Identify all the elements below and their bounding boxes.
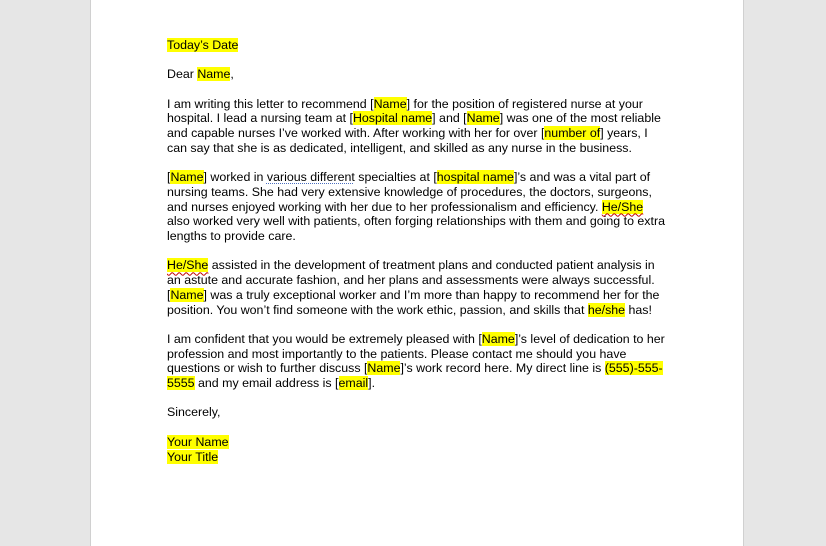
- p1-text-3: ] and [: [432, 111, 467, 126]
- p2-placeholder-hospital: hospital name: [436, 170, 514, 185]
- p4-placeholder-name-2: Name: [367, 361, 401, 376]
- p1-text-5: ] years, I can say that she is as dedicated, intelligent, and skilled as any nurse in the business.: [167, 126, 648, 155]
- p1-placeholder-hospital: Hospital name: [352, 111, 433, 126]
- p4-text-5: ].: [368, 376, 376, 391]
- p3-text-1: assisted in the development of treatment plans and conducted patient analysis in an astute and accurate fashion, and her plans and assessments were always successful. [: [167, 258, 655, 302]
- p1-text-1: I am writing this letter to recommend [: [167, 96, 374, 111]
- p2-placeholder-pronoun[interactable]: He/She: [601, 199, 644, 214]
- letter-date: [167, 38, 667, 53]
- p2-text-3: specialties at [: [354, 170, 437, 185]
- paragraph-4: [167, 332, 667, 391]
- p2-text-4: ]’s and was a vital part of nursing teams. She had very extensive knowledge of procedures, the doctors, surgeons, and nurses enjoyed working with her due to her professionalism and efficiency.: [167, 170, 652, 214]
- salutation-name: Name: [197, 67, 231, 82]
- date-placeholder: Today’s Date: [167, 38, 239, 52]
- p2-grammar-flag[interactable]: various different: [266, 170, 355, 185]
- p3-placeholder-pronoun-2: he/she: [587, 302, 626, 317]
- signature-title-placeholder: Your Title: [167, 449, 219, 464]
- paragraph-3: [167, 258, 667, 317]
- p1-placeholder-number: number of: [544, 126, 601, 141]
- p1-text-4: ] was one of the most reliable and capable nurses I’ve worked with. After working with her for over [: [167, 111, 661, 141]
- p3-placeholder-name: Name: [170, 287, 204, 302]
- p1-placeholder-name-2: Name: [466, 111, 500, 126]
- p1-text-2: ] for the position of registered nurse at your hospital. I lead a nursing team at [: [167, 96, 643, 126]
- signature-title: [167, 450, 667, 465]
- salutation-prefix: Dear: [167, 67, 198, 82]
- p4-placeholder-name: Name: [481, 331, 515, 346]
- paragraph-2: [167, 170, 667, 244]
- p4-placeholder-phone: (555)-555-5555: [167, 361, 663, 391]
- signature-name: [167, 435, 667, 450]
- document-page: [90, 0, 744, 546]
- letter-body[interactable]: [167, 38, 667, 464]
- p2-placeholder-name: Name: [170, 170, 204, 185]
- p3-text-3: has!: [625, 302, 652, 317]
- p4-text-1: I am confident that you would be extremely pleased with [: [167, 331, 482, 346]
- p3-placeholder-pronoun[interactable]: He/She: [167, 258, 209, 273]
- salutation: [167, 67, 667, 82]
- p2-text-1: [: [167, 170, 171, 185]
- salutation-suffix: ,: [230, 67, 234, 82]
- signature-name-placeholder: Your Name: [167, 434, 229, 449]
- p4-text-2: ]’s level of dedication to her profession and most importantly to the patients. Please contact me should you have questions or wish to further discuss [: [167, 331, 665, 376]
- p1-placeholder-name: Name: [373, 96, 407, 111]
- p2-text-2: ] worked in: [203, 170, 267, 185]
- p3-text-2: ] was a truly exceptional worker and I’m more than happy to recommend her for the position. You won’t find someone with the work ethic, passion, and skills that: [167, 287, 660, 317]
- p2-text-5: also worked very well with patients, often forging relationships with them and going to extra lengths to provide care.: [167, 214, 665, 244]
- p4-text-3: ]’s work record here. My direct line is: [400, 361, 605, 376]
- paragraph-1: [167, 97, 667, 156]
- p4-placeholder-email: email: [338, 376, 369, 391]
- closing: Sincerely,: [167, 405, 221, 420]
- p4-text-4: and my email address is [: [194, 376, 339, 391]
